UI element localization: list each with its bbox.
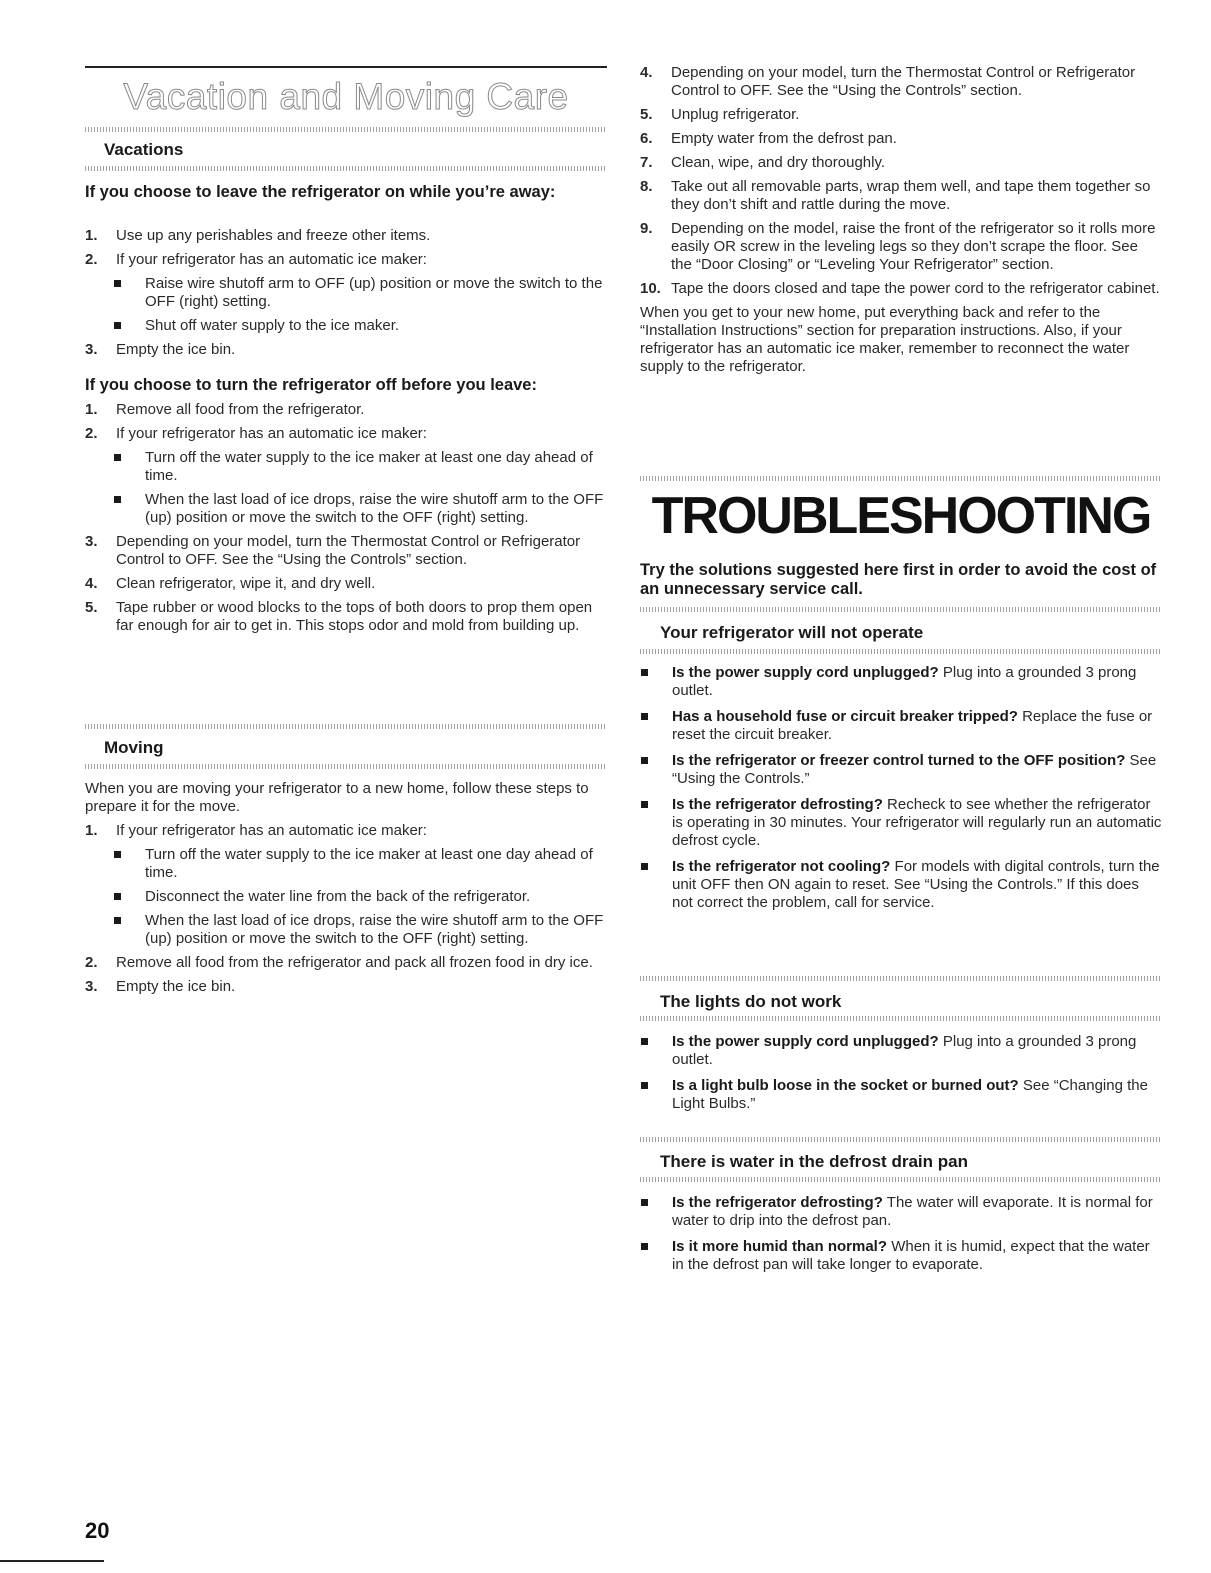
turn-off-list	[85, 401, 605, 641]
bullet-item: When the last load of ice drops, raise the wire shutoff arm to the OFF (up) position or move the switch to the OFF (right) setting.	[85, 912, 605, 948]
leave-on-list	[85, 227, 605, 365]
section-heading: There is water in the defrost drain pan	[660, 1152, 968, 1171]
bullet-item: Disconnect the water line from the back of the refrigerator.	[85, 888, 605, 906]
page-number: 20	[85, 1518, 110, 1543]
list-item: 3. Depending on your model, turn the Thermostat Control or Refrigerator Control to OFF. See the “Using the Controls” section.	[85, 533, 581, 568]
bullet-icon	[641, 863, 648, 870]
divider	[85, 166, 607, 171]
moving-heading: Moving	[104, 738, 164, 757]
bullet-icon	[641, 1082, 648, 1089]
divider	[640, 976, 1162, 981]
bullet-icon	[114, 496, 121, 503]
list-item: 2. If your refrigerator has an automatic ice maker:	[85, 425, 427, 442]
moving-list	[85, 780, 605, 1002]
trouble-list-2	[640, 1033, 1162, 1121]
bullet-icon	[641, 1038, 648, 1045]
divider	[640, 649, 1162, 654]
bullet-icon	[641, 1243, 648, 1250]
bullet-icon	[114, 917, 121, 924]
divider	[640, 1137, 1162, 1142]
bullet-item: Shut off water supply to the ice maker.	[85, 317, 605, 335]
list-item: 1. Remove all food from the refrigerator.	[85, 401, 365, 418]
list-item: 5. Tape rubber or wood blocks to the tops of both doors to prop them open far enough for air to get in. This stops odor and mold from building up.	[85, 599, 593, 634]
page-title: Vacation and Moving Care	[123, 76, 569, 117]
list-item: 3. Empty the ice bin.	[85, 978, 236, 995]
section-heading: The lights do not work	[660, 992, 842, 1011]
section-heading: Your refrigerator will not operate	[660, 623, 924, 642]
bullet-item: Is the refrigerator not cooling? For models with digital controls, turn the unit OFF then ON again to reset. See “Using the Controls.” If this does not correct the problem, call for service.	[640, 858, 1162, 912]
bullet-icon	[641, 801, 648, 808]
bullet-item: Is the refrigerator defrosting? The water will evaporate. It is normal for water to drip into the defrost pan.	[640, 1194, 1162, 1230]
bullet-item: Turn off the water supply to the ice maker at least one day ahead of time.	[85, 846, 605, 882]
bullet-icon	[114, 454, 121, 461]
moving-closing: When you get to your new home, put everything back and refer to the “Installation Instructions” section for preparation instructions. Also, if your refrigerator has an automatic ice maker, remember to reconnect the water supply to the refrigerator.	[640, 304, 1130, 375]
bullet-item: Turn off the water supply to the ice maker at least one day ahead of time.	[85, 449, 605, 485]
moving-intro: When you are moving your refrigerator to a new home, follow these steps to prepare it for the move.	[85, 780, 589, 815]
bullet-icon	[641, 713, 648, 720]
bullet-item: Is the power supply cord unplugged? Plug into a grounded 3 prong outlet.	[640, 1033, 1162, 1069]
list-item: 2. Remove all food from the refrigerator and pack all frozen food in dry ice.	[85, 954, 593, 971]
divider	[85, 764, 607, 769]
bullet-icon	[641, 757, 648, 764]
divider	[640, 607, 1162, 612]
footer-rule	[0, 1560, 104, 1562]
list-item: 3. Empty the ice bin.	[85, 341, 236, 358]
divider	[85, 127, 607, 132]
top-rule	[85, 66, 607, 68]
list-item: 1. If your refrigerator has an automatic ice maker:	[85, 822, 427, 839]
divider	[640, 476, 1162, 481]
list-item: 6. Empty water from the defrost pan.	[640, 130, 897, 147]
list-item: 8. Take out all removable parts, wrap them well, and tape them together so they don’t shift and rattle during the move.	[640, 178, 1151, 213]
bullet-item: Is a light bulb loose in the socket or burned out? See “Changing the Light Bulbs.”	[640, 1077, 1162, 1113]
bullet-item: Is the power supply cord unplugged? Plug into a grounded 3 prong outlet.	[640, 664, 1162, 700]
list-item: 7. Clean, wipe, and dry thoroughly.	[640, 154, 886, 171]
bullet-icon	[641, 1199, 648, 1206]
divider	[85, 724, 607, 729]
list-item: 4. Clean refrigerator, wipe it, and dry well.	[85, 575, 376, 592]
list-item: 1. Use up any perishables and freeze other items.	[85, 227, 431, 244]
trouble-list-3	[640, 1194, 1162, 1282]
bullet-icon	[114, 851, 121, 858]
bullet-item: Has a household fuse or circuit breaker tripped? Replace the fuse or reset the circuit breaker.	[640, 708, 1162, 744]
bullet-icon	[641, 669, 648, 676]
list-item: 9. Depending on the model, raise the front of the refrigerator so it rolls more easily OR screw in the leveling legs so they don’t scrape the floor. See the “Door Closing” or “Leveling Your Refrigerator” section.	[640, 220, 1156, 273]
list-item: 2. If your refrigerator has an automatic ice maker:	[85, 251, 427, 268]
bullet-item: When the last load of ice drops, raise the wire shutoff arm to the OFF (up) position or move the switch to the OFF (right) setting.	[85, 491, 605, 527]
troubleshooting-title: TROUBLESHOOTING	[651, 487, 1151, 545]
bullet-icon	[114, 280, 121, 287]
bullet-item: Is it more humid than normal? When it is humid, expect that the water in the defrost pan will take longer to evaporate.	[640, 1238, 1162, 1274]
turn-off-heading: If you choose to turn the refrigerator off before you leave:	[85, 376, 537, 394]
moving-list-continued	[640, 64, 1160, 382]
vacations-heading: Vacations	[104, 140, 184, 159]
trouble-list-1	[640, 664, 1162, 920]
bullet-item: Raise wire shutoff arm to OFF (up) position or move the switch to the OFF (right) setting.	[85, 275, 605, 311]
troubleshooting-intro: Try the solutions suggested here first in order to avoid the cost of an unnecessary service call.	[640, 561, 1157, 598]
divider	[640, 1016, 1162, 1021]
list-item: 10. Tape the doors closed and tape the power cord to the refrigerator cabinet.	[640, 280, 1160, 297]
bullet-item: Is the refrigerator or freezer control turned to the OFF position? See “Using the Controls.”	[640, 752, 1162, 788]
bullet-item: Is the refrigerator defrosting? Recheck to see whether the refrigerator is operating in 30 minutes. Your refrigerator will regularly run an automatic defrost cycle.	[640, 796, 1162, 850]
bullet-icon	[114, 322, 121, 329]
divider	[640, 1177, 1162, 1182]
list-item: 5. Unplug refrigerator.	[640, 106, 800, 123]
bullet-icon	[114, 893, 121, 900]
list-item: 4. Depending on your model, turn the Thermostat Control or Refrigerator Control to OFF. See the “Using the Controls” section.	[640, 64, 1136, 99]
leave-on-heading: If you choose to leave the refrigerator on while you’re away:	[85, 183, 556, 201]
